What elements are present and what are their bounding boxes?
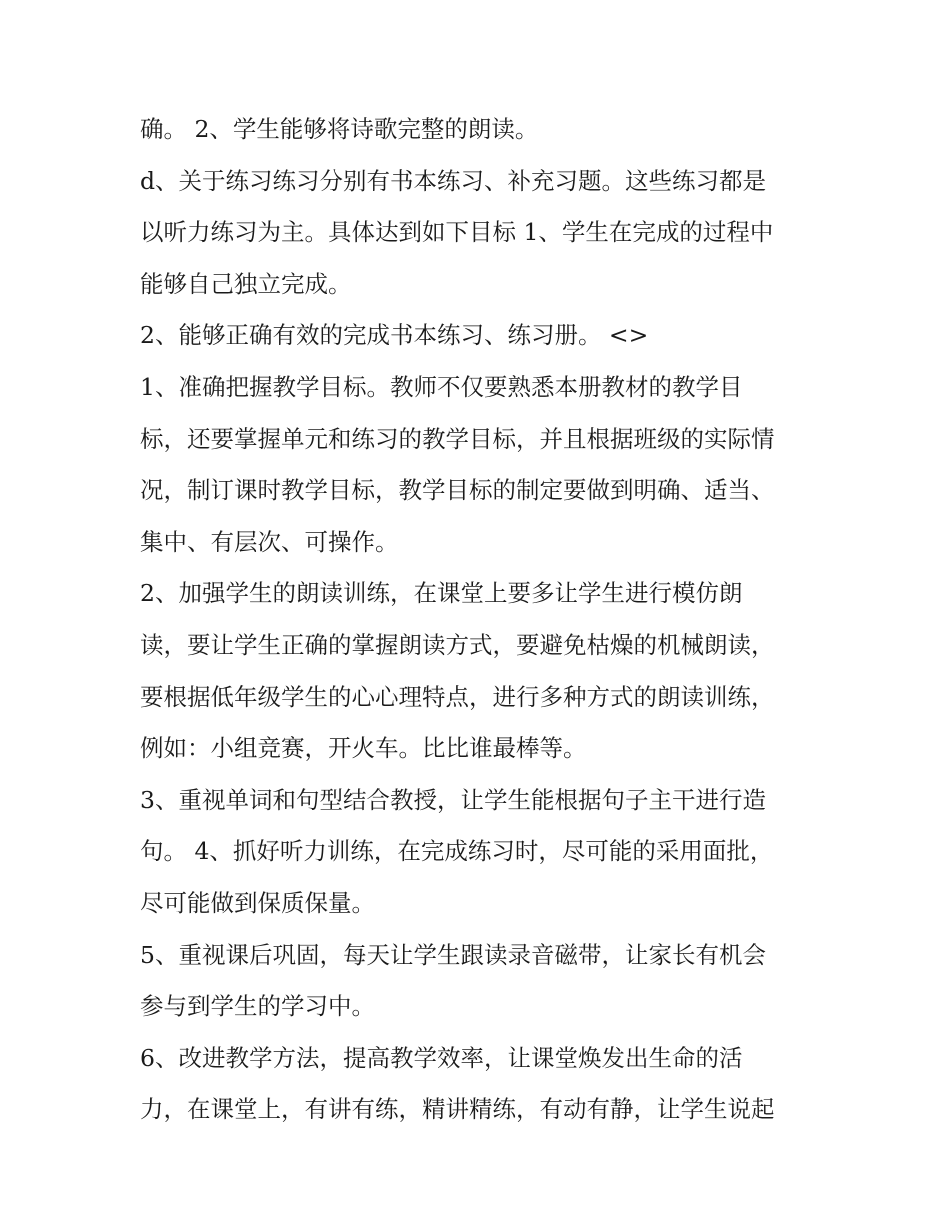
- text-line: 3、重视单词和句型结合教授，让学生能根据句子主干进行造: [140, 785, 766, 814]
- text-line: 确。 2、学生能够将诗歌完整的朗读。: [140, 115, 539, 143]
- text-line: 能够自己独立完成。: [140, 269, 352, 298]
- text-line: 2、能够正确有效的完成书本练习、练习册。 <>: [140, 321, 649, 350]
- text-line: 以听力练习为主。具体达到如下目标 1、学生在完成的过程中: [140, 218, 774, 247]
- body-text: [140, 104, 820, 1136]
- text-line: 6、改进教学方法，提高教学效率，让课堂焕发出生命的活: [140, 1043, 743, 1072]
- text-line: d、关于练习练习分别有书本练习、补充习题。这些练习都是: [140, 166, 767, 195]
- text-line: 例如：小组竞赛，开火车。比比谁最棒等。: [140, 734, 587, 763]
- text-line: 标，还要掌握单元和练习的教学目标，并且根据班级的实际情: [140, 424, 775, 453]
- text-line: 2、加强学生的朗读训练，在课堂上要多让学生进行模仿朗: [140, 579, 743, 608]
- text-line: 尽可能做到保质保量。: [140, 888, 375, 917]
- text-line: 读，要让学生正确的掌握朗读方式，要避免枯燥的机械朗读，: [140, 630, 775, 659]
- text-line: 句。 4、抓好听力训练，在完成练习时，尽可能的采用面批，: [140, 837, 774, 866]
- text-line: 况，制订课时教学目标，教学目标的制定要做到明确、适当、: [140, 476, 775, 505]
- text-line: 5、重视课后巩固，每天让学生跟读录音磁带，让家长有机会: [140, 940, 766, 969]
- text-line: 要根据低年级学生的心心理特点，进行多种方式的朗读训练，: [140, 682, 775, 711]
- text-line: 力，在课堂上，有讲有练，精讲精练，有动有静，让学生说起: [140, 1095, 775, 1124]
- text-line: 1、准确把握教学目标。教师不仅要熟悉本册教材的教学目: [140, 372, 743, 401]
- text-line: 参与到学生的学习中。: [140, 992, 375, 1021]
- text-line: 集中、有层次、可操作。: [140, 527, 399, 556]
